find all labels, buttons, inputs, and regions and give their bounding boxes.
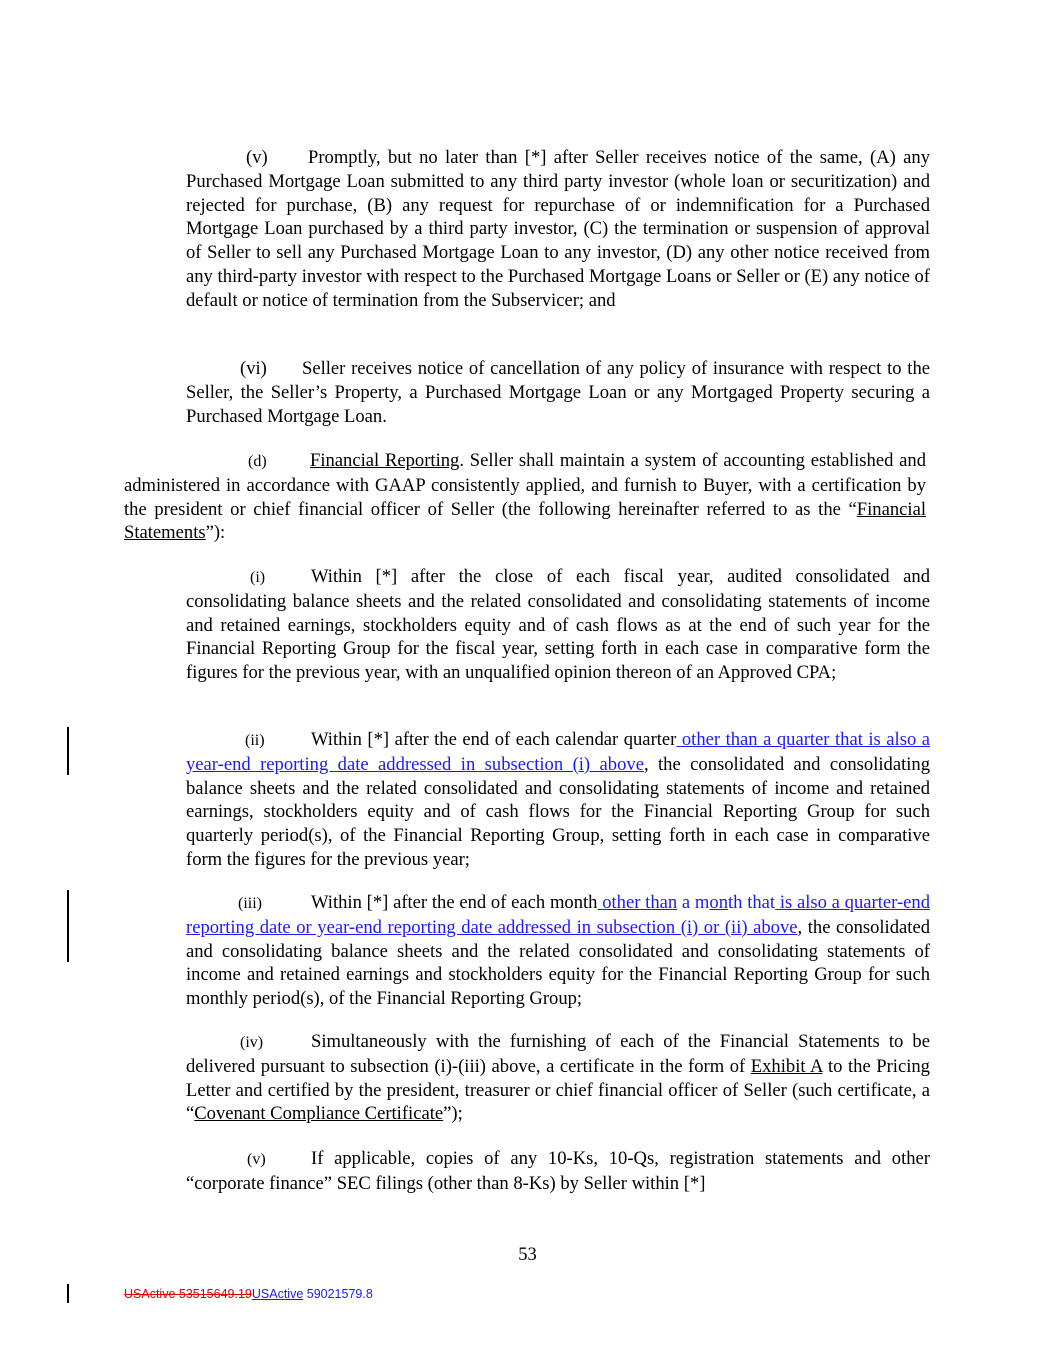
inserted-text: other than a quarter that is also a year-end reporting date addressed in subsection (i) above [186,729,930,775]
paragraph-d-iv [186,1030,930,1126]
paragraph-text: Simultaneously with the furnishing of each of the Financial Statements to be delivered pursuant to subsection (i)-(iii) above, a certificate in the form of [186,1031,930,1077]
paragraph-number: (v) [247,1151,266,1168]
defined-term: Financial Statements [124,498,926,544]
paragraph-text: to the Pricing Letter and certified by the president, treasurer or chief financial officer of Seller (such certificate, a “ [186,1055,930,1125]
paragraph-d [124,449,926,545]
change-bar [67,890,69,962]
paragraph-text: Promptly, but no later than [*] after Seller receives notice of the same, (A) any Purchased Mortgage Loan submitted to any third party investor (whole loan or securitization) and rejected for purchase, (B) any request for repurchase of or indemnification for a Purchased Mortgage Loan purchased by a third party investor, (C) the termination or suspension of approval of Seller to sell any Purchased Mortgage Loan to any investor, (D) any other notice received from any third-party investor with respect to the Purchased Mortgage Loans or Seller or (E) any notice of default or notice of termination from the Subservicer; and [186,147,930,311]
paragraph-text: ”); [443,1103,463,1125]
paragraph-text: Within [*] after the end of each month [311,892,598,913]
paragraph-c-v [186,146,930,313]
paragraph-number: (i) [250,569,266,586]
inserted-text: other [597,892,641,913]
inserted-text: th that [728,892,776,913]
paragraph-number: (iv) [240,1034,264,1051]
inserted-text: than [640,892,678,913]
defined-term: Covenant Compliance Certificate [194,1103,444,1125]
paragraph-number: (d) [248,453,267,470]
paragraph-c-vi [186,357,930,428]
paragraph-number: (iii) [238,895,262,912]
paragraph-text: If applicable, copies of any 10-Ks, 10-Qs, registration statements and other “corporate finance” SEC filings (other than 8-Ks) by Seller within [*] [186,1148,930,1194]
deleted-doc-id: USActive 53515649.19 [124,1287,252,1301]
exhibit-reference: Exhibit A [750,1055,823,1077]
paragraph-text: . Seller shall maintain a system of accounting established and administered in accordance with GAAP consistently applied, and furnish to Buyer, with a certification by the president or chief financial officer of Seller (the following hereinafter referred to as the “ [124,450,926,520]
paragraph-text: Within [*] after the end of each calendar quarter [311,729,677,750]
paragraph-text: Seller receives notice of cancellation of any policy of insurance with respect to the Seller, the Seller’s Property, a Purchased Mortgage Loan or any Mortgaged Property securing a Purchased Mortgage Loan. [186,358,930,427]
paragraph-text: , the consolidated and consolidating balance sheets and the related consolidated and consolidating statements of income and retained earnings, stockholders equity and of cash flows for the Financial Reporting Group for such quarterly period(s), of the Financial Reporting Group, setting forth in each case in comparative form the figures for the previous year; [186,753,931,870]
paragraph-number: (v) [246,147,268,168]
paragraph-text: Within [*] after the close of each fiscal year, audited consolidated and consolidating balance sheets and the related consolidated and consolidating statements of income and retained earnings, stockholders equity and of cash flows as at the end of such year for the Financial Reporting Group for the fiscal year, setting forth in each case in comparative form the figures for the previous year, with an unqualified opinion thereon of an Approved CPA; [186,566,930,684]
paragraph-text: ”): [205,522,226,544]
inserted-text: is also a quarter-end reporting date or year-end reporting date addressed in subsection (i) or (ii) above [186,892,930,938]
change-bar [67,727,69,775]
inserted-text: a m [677,892,710,913]
change-bar [67,1284,69,1303]
inserted-doc-id: 59021579.8 [303,1287,373,1301]
document-footer [124,1287,373,1301]
paragraph-number: (ii) [245,732,265,749]
paragraph-number: (vi) [240,358,267,379]
paragraph-d-i [186,565,930,685]
paragraph-text: , the consolidated and consolidating balance sheets and the related consolidated and consolidating statements of income and retained earnings and stockholders equity for the Financial Reporting Group for such monthly period(s), of the Financial Reporting Group; [186,916,930,1010]
section-heading: Financial Reporting [310,450,460,471]
paragraph-d-iii [186,891,930,1011]
inserted-text: on [709,892,728,913]
inserted-doc-prefix: USActive [251,1287,304,1301]
page-number: 53 [518,1244,537,1265]
paragraph-d-v [186,1147,930,1196]
paragraph-d-ii [186,728,930,872]
